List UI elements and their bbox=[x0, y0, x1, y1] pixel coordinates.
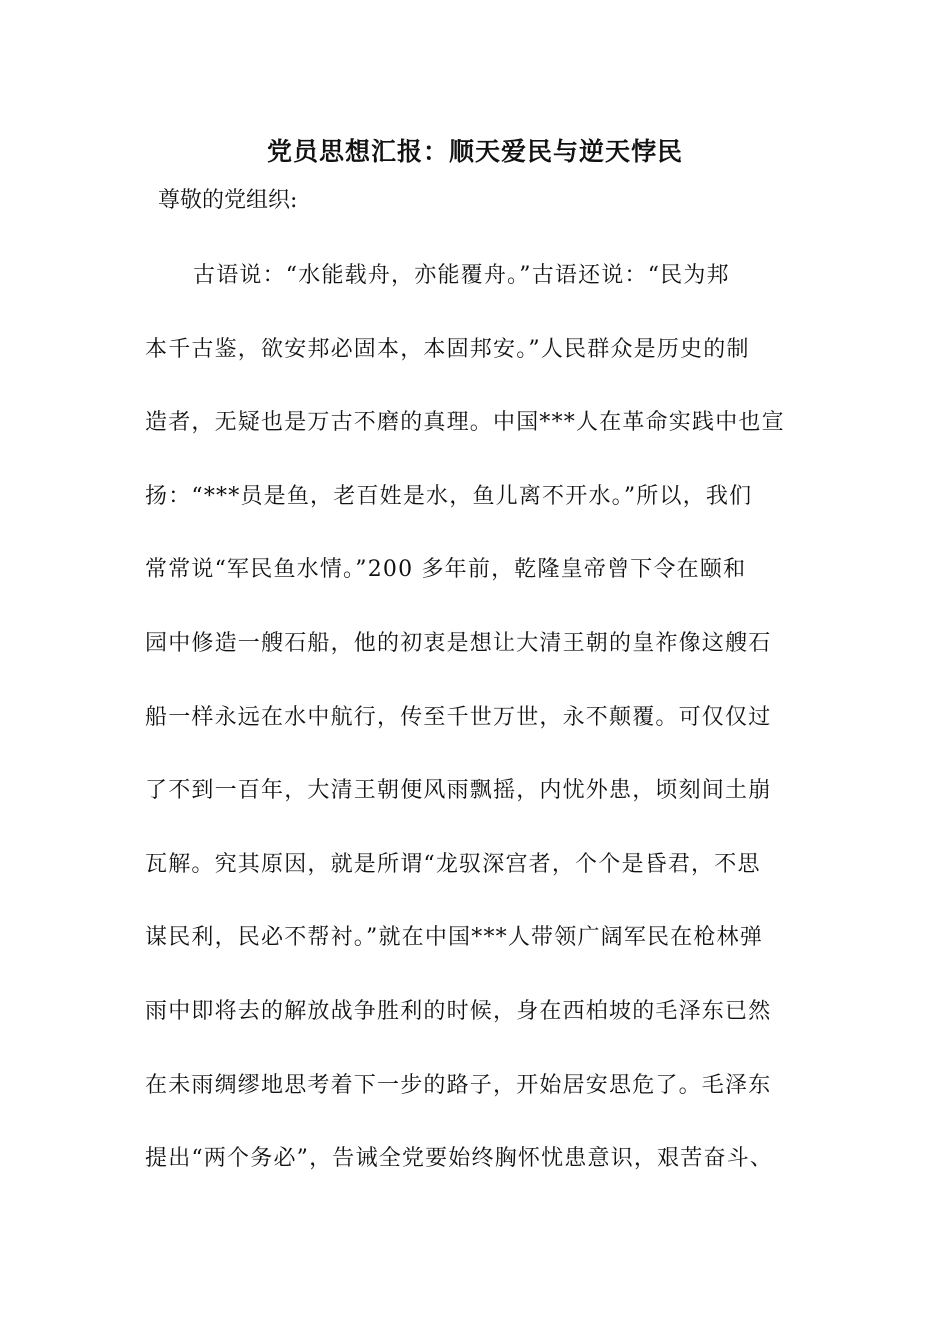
text-line: 瓦解。究其原因，就是所谓“龙驭深宫者，个个是昏君，不思 bbox=[145, 851, 761, 877]
text-line: 提出“两个务必”，告诫全党要始终胸怀忧患意识，艰苦奋斗、 bbox=[145, 1146, 774, 1172]
document-title: 党员思想汇报：顺天爱民与逆天悖民 bbox=[266, 137, 683, 166]
text-line: 在未雨绸缪地思考着下一步的路子，开始居安思危了。毛泽东 bbox=[145, 1072, 772, 1098]
text-line: 谋民利，民必不帮衬。”就在中国***人带领广阔军民在枪林弹 bbox=[145, 925, 764, 951]
text-line: 雨中即将去的解放战争胜利的时候，身在西柏坡的毛泽东已然 bbox=[145, 998, 772, 1024]
text-line: 本千古鉴，欲安邦必固本，本固邦安。”人民群众是历史的制 bbox=[145, 336, 750, 362]
text-line: 常常说“军民鱼水情。”200 多年前，乾隆皇帝曾下令在颐和 bbox=[145, 557, 747, 583]
text-line: 了不到一百年，大清王朝便风雨飘摇，内忧外患，顷刻间土崩 bbox=[145, 778, 772, 804]
text-line: 园中修造一艘石船，他的初衷是想让大清王朝的皇祚像这艘石 bbox=[145, 630, 772, 656]
text-line: 船一样永远在水中航行，传至千世万世，永不颠覆。可仅仅过 bbox=[145, 704, 772, 730]
text-line: 扬：“***员是鱼，老百姓是水，鱼儿离不开水。”所以，我们 bbox=[145, 483, 753, 509]
body-text bbox=[145, 258, 825, 1215]
salutation: 尊敬的党组织: bbox=[158, 188, 298, 213]
text-line: 古语说：“水能载舟，亦能覆舟。”古语还说：“民为邦 bbox=[193, 263, 730, 288]
text-line: 造者，无疑也是万古不磨的真理。中国***人在革命实践中也宣 bbox=[145, 410, 785, 436]
